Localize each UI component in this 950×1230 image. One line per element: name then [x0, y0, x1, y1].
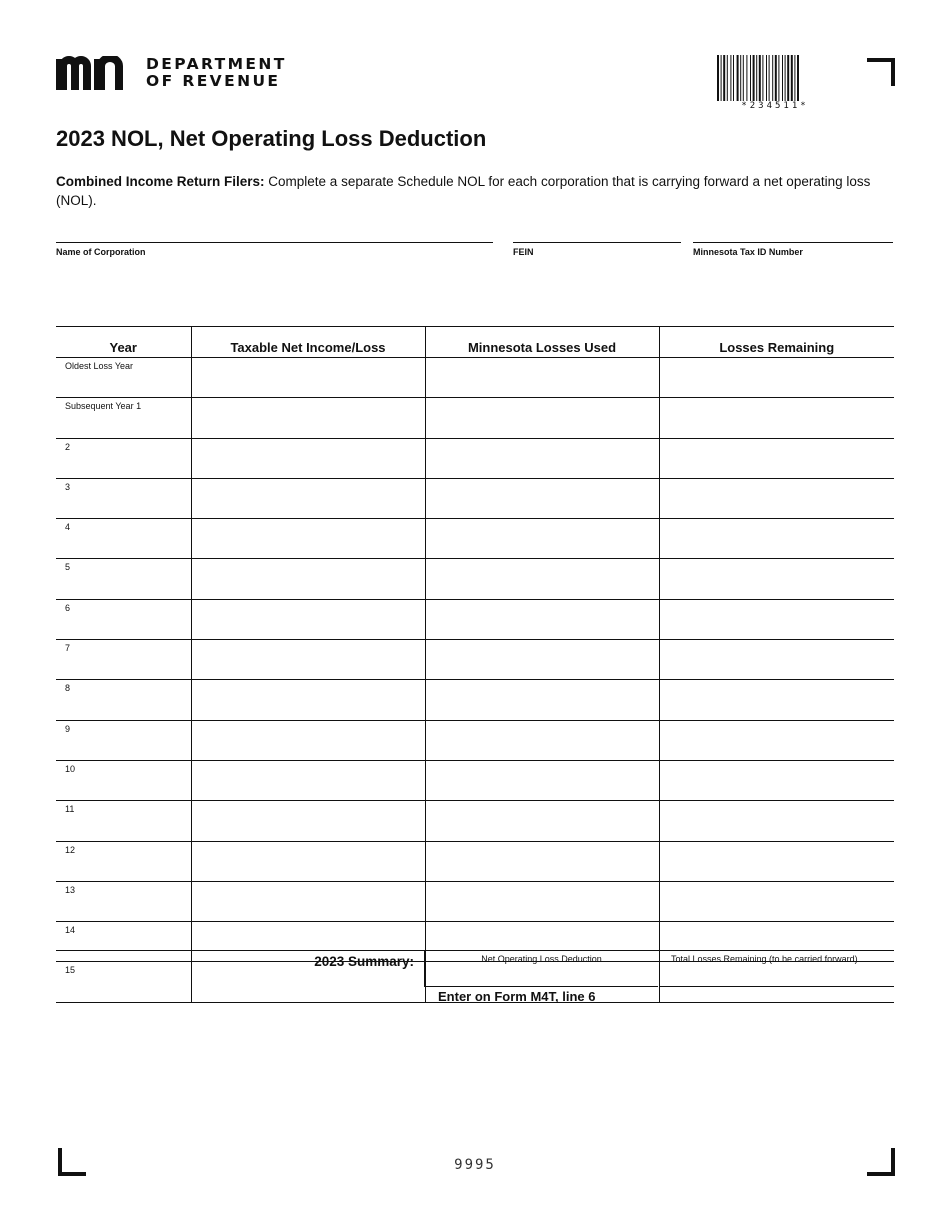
year-label: 9: [56, 720, 191, 760]
barcode-bar: [717, 55, 719, 101]
losses-remaining-cell[interactable]: [659, 640, 894, 680]
year-label: Oldest Loss Year: [56, 358, 191, 398]
taxable-net-income-cell[interactable]: [191, 640, 425, 680]
minnesota-losses-used-cell[interactable]: [425, 398, 659, 438]
table-row: [56, 881, 894, 921]
table-row: [56, 438, 894, 478]
year-label: 3: [56, 478, 191, 518]
losses-remaining-cell[interactable]: [659, 801, 894, 841]
table-row: [56, 640, 894, 680]
taxable-net-income-cell[interactable]: [191, 438, 425, 478]
enter-on-form-note: Enter on Form M4T, line 6: [438, 989, 596, 1004]
taxable-net-income-cell[interactable]: [191, 881, 425, 921]
minnesota-losses-used-cell[interactable]: [425, 438, 659, 478]
table-row: [56, 478, 894, 518]
nol-deduction-field[interactable]: [424, 950, 658, 987]
nol-table: [56, 326, 894, 1003]
losses-remaining-cell[interactable]: [659, 720, 894, 760]
barcode-bar: [797, 55, 799, 101]
year-label: 7: [56, 640, 191, 680]
minnesota-losses-used-cell[interactable]: [425, 841, 659, 881]
table-row: [56, 720, 894, 760]
taxable-net-income-cell[interactable]: [191, 680, 425, 720]
header-year: Year: [56, 327, 191, 358]
table-row: [56, 801, 894, 841]
taxable-net-income-cell[interactable]: [191, 478, 425, 518]
losses-remaining-cell[interactable]: [659, 398, 894, 438]
taxable-net-income-cell[interactable]: [191, 398, 425, 438]
org-name: [146, 56, 287, 90]
mn-tax-id-field[interactable]: [693, 242, 893, 257]
total-losses-remaining-field[interactable]: [659, 950, 894, 987]
fein-field[interactable]: [513, 242, 681, 257]
barcode-bar: [727, 55, 728, 101]
barcode-bar: [785, 55, 786, 101]
losses-remaining-cell[interactable]: [659, 599, 894, 639]
header-minnesota-losses-used: Minnesota Losses Used: [425, 327, 659, 358]
taxable-net-income-cell[interactable]: [191, 559, 425, 599]
year-label: 14: [56, 922, 191, 962]
barcode-bar: [769, 55, 770, 101]
barcode-bar: [750, 55, 751, 101]
year-label: 12: [56, 841, 191, 881]
taxable-net-income-cell[interactable]: [191, 760, 425, 800]
barcode-bar: [762, 55, 763, 101]
barcode-bar: [721, 55, 722, 101]
barcode-bar: [794, 55, 795, 101]
taxable-net-income-cell[interactable]: [191, 841, 425, 881]
year-label: 5: [56, 559, 191, 599]
fein-label: FEIN: [513, 247, 534, 257]
barcode-bar: [737, 55, 739, 101]
year-label: 6: [56, 599, 191, 639]
year-label: 4: [56, 519, 191, 559]
barcode-bar: [733, 55, 734, 101]
form-number: 9995: [454, 1157, 496, 1173]
year-label: 11: [56, 801, 191, 841]
mn-logo: [56, 56, 287, 90]
table-row: [56, 841, 894, 881]
table-row: [56, 760, 894, 800]
barcode-bar: [759, 55, 761, 101]
minnesota-losses-used-cell[interactable]: [425, 599, 659, 639]
barcode-bar: [775, 55, 777, 101]
taxable-net-income-cell[interactable]: [191, 720, 425, 760]
barcode-bar: [772, 55, 773, 101]
barcode-bar: [766, 55, 767, 101]
taxable-net-income-cell[interactable]: [191, 801, 425, 841]
taxable-net-income-cell[interactable]: [191, 519, 425, 559]
minnesota-losses-used-cell[interactable]: [425, 881, 659, 921]
nol-deduction-label: Net Operating Loss Deduction: [481, 954, 602, 964]
barcode-bar: [791, 55, 793, 101]
barcode-bar: [782, 55, 783, 101]
losses-remaining-cell[interactable]: [659, 559, 894, 599]
org-name-line2: OF REVENUE: [146, 72, 281, 90]
minnesota-losses-used-cell[interactable]: [425, 640, 659, 680]
mn-tax-id-label: Minnesota Tax ID Number: [693, 247, 803, 257]
year-label: 13: [56, 881, 191, 921]
minnesota-losses-used-cell[interactable]: [425, 478, 659, 518]
minnesota-losses-used-cell[interactable]: [425, 559, 659, 599]
mn-logo-mark: [56, 56, 136, 90]
corporation-name-field[interactable]: [56, 242, 493, 257]
year-label: 8: [56, 680, 191, 720]
losses-remaining-cell[interactable]: [659, 358, 894, 398]
losses-remaining-cell[interactable]: [659, 881, 894, 921]
barcode: [715, 55, 835, 101]
org-name-line1: DEPARTMENT: [146, 55, 287, 73]
table-row: [56, 680, 894, 720]
table-row: [56, 599, 894, 639]
header-losses-remaining: Losses Remaining: [659, 327, 894, 358]
minnesota-losses-used-cell[interactable]: [425, 519, 659, 559]
corner-mark-top-right: [867, 58, 895, 86]
minnesota-losses-used-cell[interactable]: [425, 358, 659, 398]
losses-remaining-cell[interactable]: [659, 760, 894, 800]
losses-remaining-cell[interactable]: [659, 841, 894, 881]
barcode-bar: [740, 55, 741, 101]
intro-body: Complete a separate Schedule NOL for each corporation that is carrying forward a net operating loss (NOL).: [56, 174, 871, 208]
year-label: 2: [56, 438, 191, 478]
year-label: 15: [56, 962, 191, 1002]
minnesota-losses-used-cell[interactable]: [425, 760, 659, 800]
taxable-net-income-cell[interactable]: [191, 599, 425, 639]
table-row: [56, 358, 894, 398]
barcode-bar: [778, 55, 779, 101]
barcode-bar: [723, 55, 725, 101]
form-title: 2023 NOL, Net Operating Loss Deduction: [56, 126, 487, 151]
header-taxable-net-income: Taxable Net Income/Loss: [191, 327, 425, 358]
minnesota-losses-used-cell[interactable]: [425, 801, 659, 841]
year-label: Subsequent Year 1: [56, 398, 191, 438]
barcode-text: *234511*: [741, 101, 809, 111]
barcode-bar: [743, 55, 744, 101]
corporation-name-label: Name of Corporation: [56, 247, 146, 257]
summary-row: [56, 950, 894, 988]
barcode-bar: [756, 55, 757, 101]
table-row: [56, 519, 894, 559]
minnesota-losses-used-cell[interactable]: [425, 680, 659, 720]
year-label: 10: [56, 760, 191, 800]
intro-text: [56, 172, 886, 210]
total-losses-remaining-label: Total Losses Remaining (to be carried forward): [671, 954, 858, 964]
barcode-bar: [787, 55, 789, 101]
losses-remaining-cell[interactable]: [659, 680, 894, 720]
losses-remaining-cell[interactable]: [659, 478, 894, 518]
barcode-bar: [753, 55, 755, 101]
intro-bold: Combined Income Return Filers:: [56, 174, 265, 189]
table-row: [56, 398, 894, 438]
taxable-net-income-cell[interactable]: [191, 358, 425, 398]
barcode-bar: [746, 55, 747, 101]
table-row: [56, 559, 894, 599]
minnesota-losses-used-cell[interactable]: [425, 720, 659, 760]
losses-remaining-cell[interactable]: [659, 519, 894, 559]
summary-label: 2023 Summary:: [314, 954, 414, 969]
barcode-bar: [730, 55, 731, 101]
losses-remaining-cell[interactable]: [659, 438, 894, 478]
